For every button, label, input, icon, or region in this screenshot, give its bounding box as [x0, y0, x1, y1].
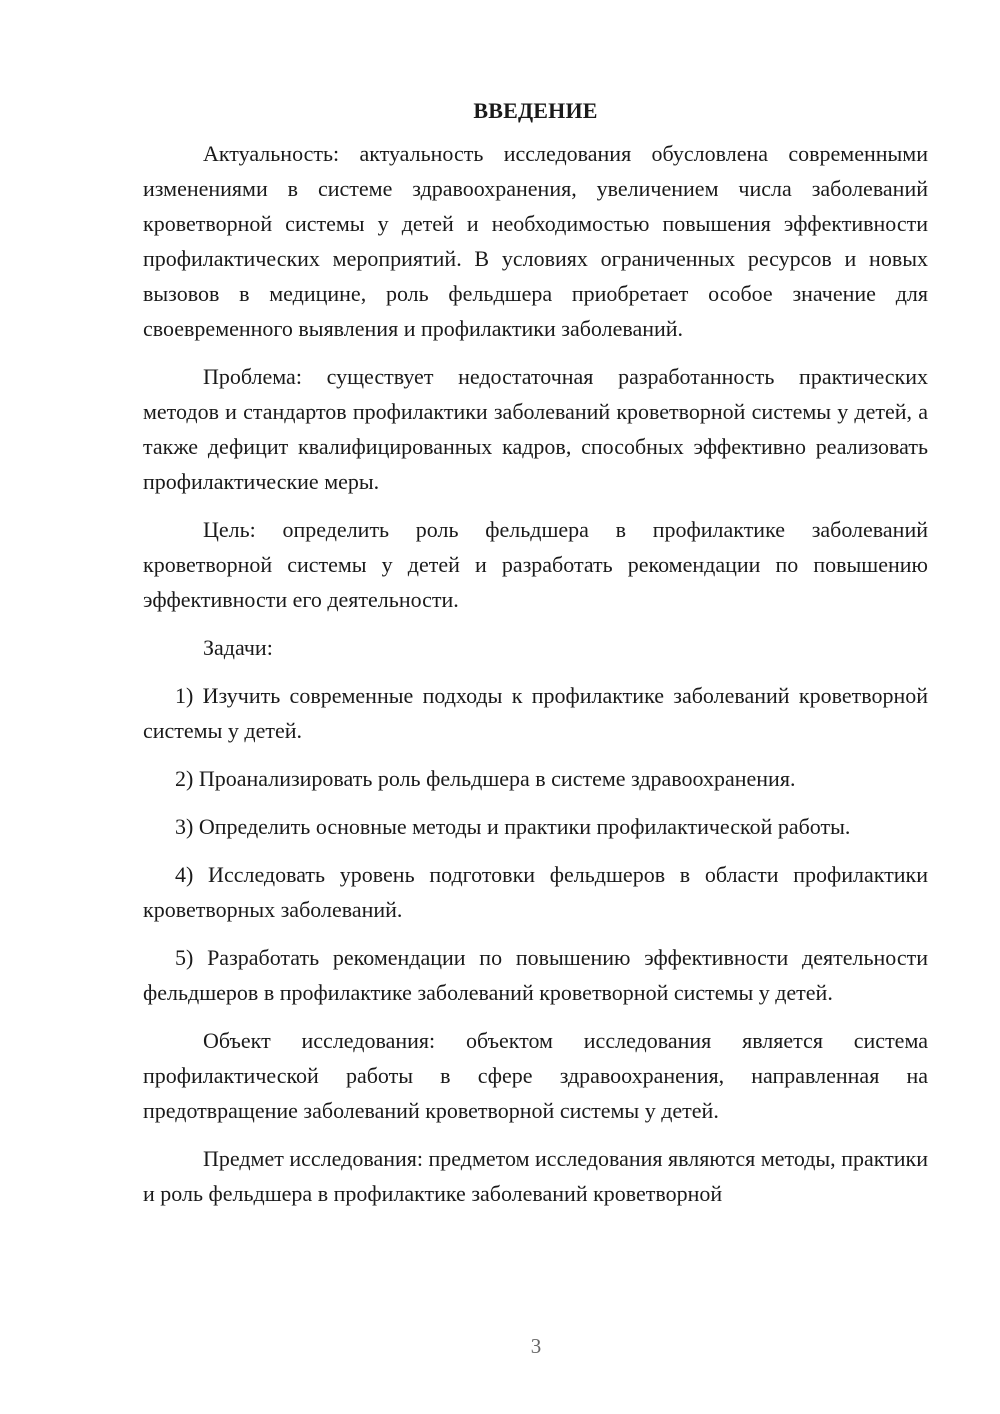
paragraph-problem: Проблема: существует недостаточная разработанность практических методов и стандартов профилактики заболеваний кроветворной системы у детей, а также дефицит квалифицированных кадров, способных эффективно реализовать профилактические меры. [143, 364, 928, 494]
section-heading: ВВЕДЕНИЕ [473, 98, 598, 123]
task-item-5: 5) Разработать рекомендации по повышению эффективности деятельности фельдшеров в профилактике заболеваний кроветворной системы у детей. [143, 945, 928, 1005]
paragraph-object: Объект исследования: объектом исследования является система профилактической работы в сфере здравоохранения, направленная на предотвращение заболеваний кроветворной системы у детей. [143, 1028, 928, 1123]
tasks-label: Задачи: [203, 635, 273, 660]
task-item-2: 2) Проанализировать роль фельдшера в системе здравоохранения. [175, 766, 796, 791]
page-number: 3 [530, 1334, 542, 1358]
paragraph-goal: Цель: определить роль фельдшера в профилактике заболеваний кроветворной системы у детей и разработать рекомендации по повышению эффективности его деятельности. [143, 517, 928, 612]
document-body [143, 93, 928, 1224]
task-item-1: 1) Изучить современные подходы к профилактике заболеваний кроветворной системы у детей. [143, 683, 928, 743]
paragraph-subject: Предмет исследования: предметом исследования являются методы, практики и роль фельдшера в профилактике заболеваний кроветворной [143, 1146, 928, 1206]
task-item-4: 4) Исследовать уровень подготовки фельдшеров в области профилактики кроветворных заболеваний. [143, 862, 928, 922]
paragraph-relevance: Актуальность: актуальность исследования обусловлена современными изменениями в системе здравоохранения, увеличением числа заболеваний кроветворной системы у детей и необходимостью повышения эффективности профилактических мероприятий. В условиях ограниченных ресурсов и новых вызовов в медицине, роль фельдшера приобретает особое значение для своевременного выявления и профилактики заболеваний. [143, 141, 928, 341]
task-item-3: 3) Определить основные методы и практики профилактической работы. [175, 814, 851, 839]
